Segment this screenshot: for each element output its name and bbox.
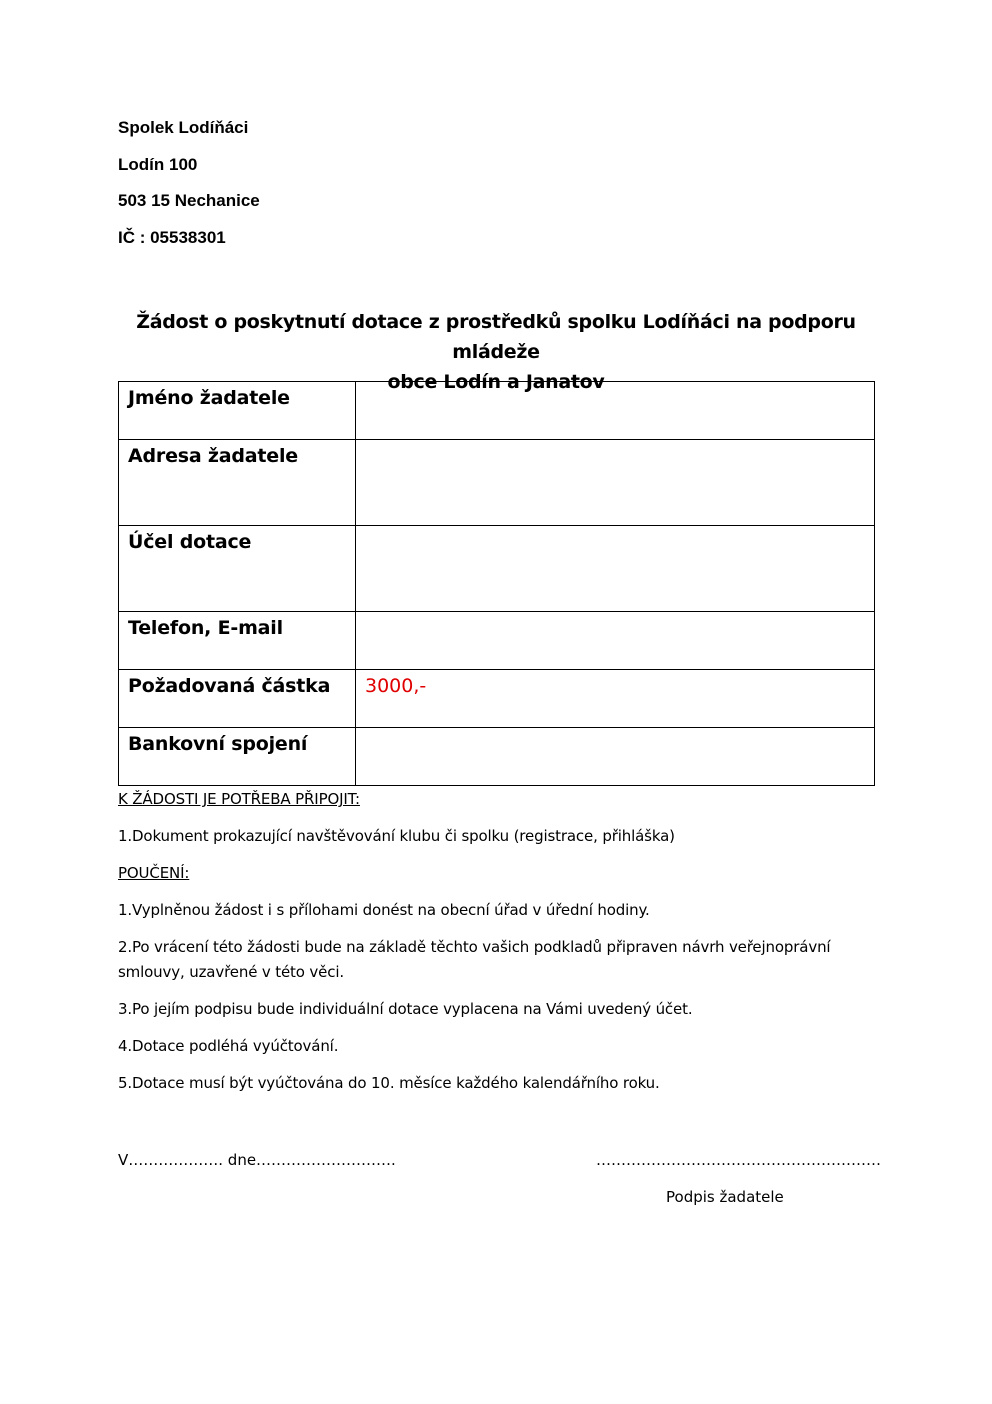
organization-city: 503 15 Nechanice	[118, 191, 260, 210]
place-date-line: V………………. dne……………………….	[118, 1151, 396, 1169]
form-row-amount	[119, 670, 875, 728]
form-label: Účel dotace	[119, 526, 356, 612]
instruction-item: 2.Po vrácení této žádosti bude na základě těchto vašich podkladů připraven návrh veřejnoprávní smlouvy, uzavřené v této věci.	[118, 938, 831, 981]
instruction-item: 5.Dotace musí být vyúčtována do 10. měsíce každého kalendářního roku.	[118, 1074, 660, 1092]
form-row-name	[119, 382, 875, 440]
applicant-name-field[interactable]	[356, 382, 875, 440]
organization-street: Lodín 100	[118, 154, 198, 174]
organization-header	[118, 118, 260, 264]
title-line-2: obce Lodín a Janatov	[387, 371, 605, 393]
form-row-purpose	[119, 526, 875, 612]
form-label: Požadovaná částka	[119, 670, 356, 728]
instruction-item: 1.Vyplněnou žádost i s přílohami donést na obecní úřad v úřední hodiny.	[118, 901, 650, 919]
notes-section	[118, 787, 878, 1108]
form-row-bank	[119, 728, 875, 786]
title-line-1: Žádost o poskytnutí dotace z prostředků spolku Lodíňáci na podporu mládeže	[136, 311, 856, 363]
form-label: Adresa žadatele	[119, 440, 356, 526]
instructions-heading: POUČENÍ:	[118, 864, 190, 882]
attachment-item: 1.Dokument prokazující navštěvování klubu či spolku (registrace, přihláška)	[118, 827, 675, 845]
requested-amount-field[interactable]: 3000,-	[356, 670, 875, 728]
form-row-address	[119, 440, 875, 526]
form-label: Telefon, E-mail	[119, 612, 356, 670]
instruction-item: 3.Po jejím podpisu bude individuální dotace vyplacena na Vámi uvedený účet.	[118, 1000, 693, 1018]
signature-caption: Podpis žadatele	[666, 1188, 784, 1206]
applicant-address-field[interactable]	[356, 440, 875, 526]
application-form-table	[118, 381, 875, 786]
form-label: Jméno žadatele	[119, 382, 356, 440]
bank-account-field[interactable]	[356, 728, 875, 786]
organization-ic: IČ : 05538301	[118, 227, 226, 247]
signature-line: …………………………………………………	[596, 1151, 881, 1169]
grant-purpose-field[interactable]	[356, 526, 875, 612]
instruction-item: 4.Dotace podléhá vyúčtování.	[118, 1037, 339, 1055]
form-row-contact	[119, 612, 875, 670]
attachments-heading: K ŽÁDOSTI JE POTŘEBA PŘIPOJIT:	[118, 790, 360, 808]
phone-email-field[interactable]	[356, 612, 875, 670]
organization-name: Spolek Lodíňáci	[118, 118, 249, 137]
form-label: Bankovní spojení	[119, 728, 356, 786]
